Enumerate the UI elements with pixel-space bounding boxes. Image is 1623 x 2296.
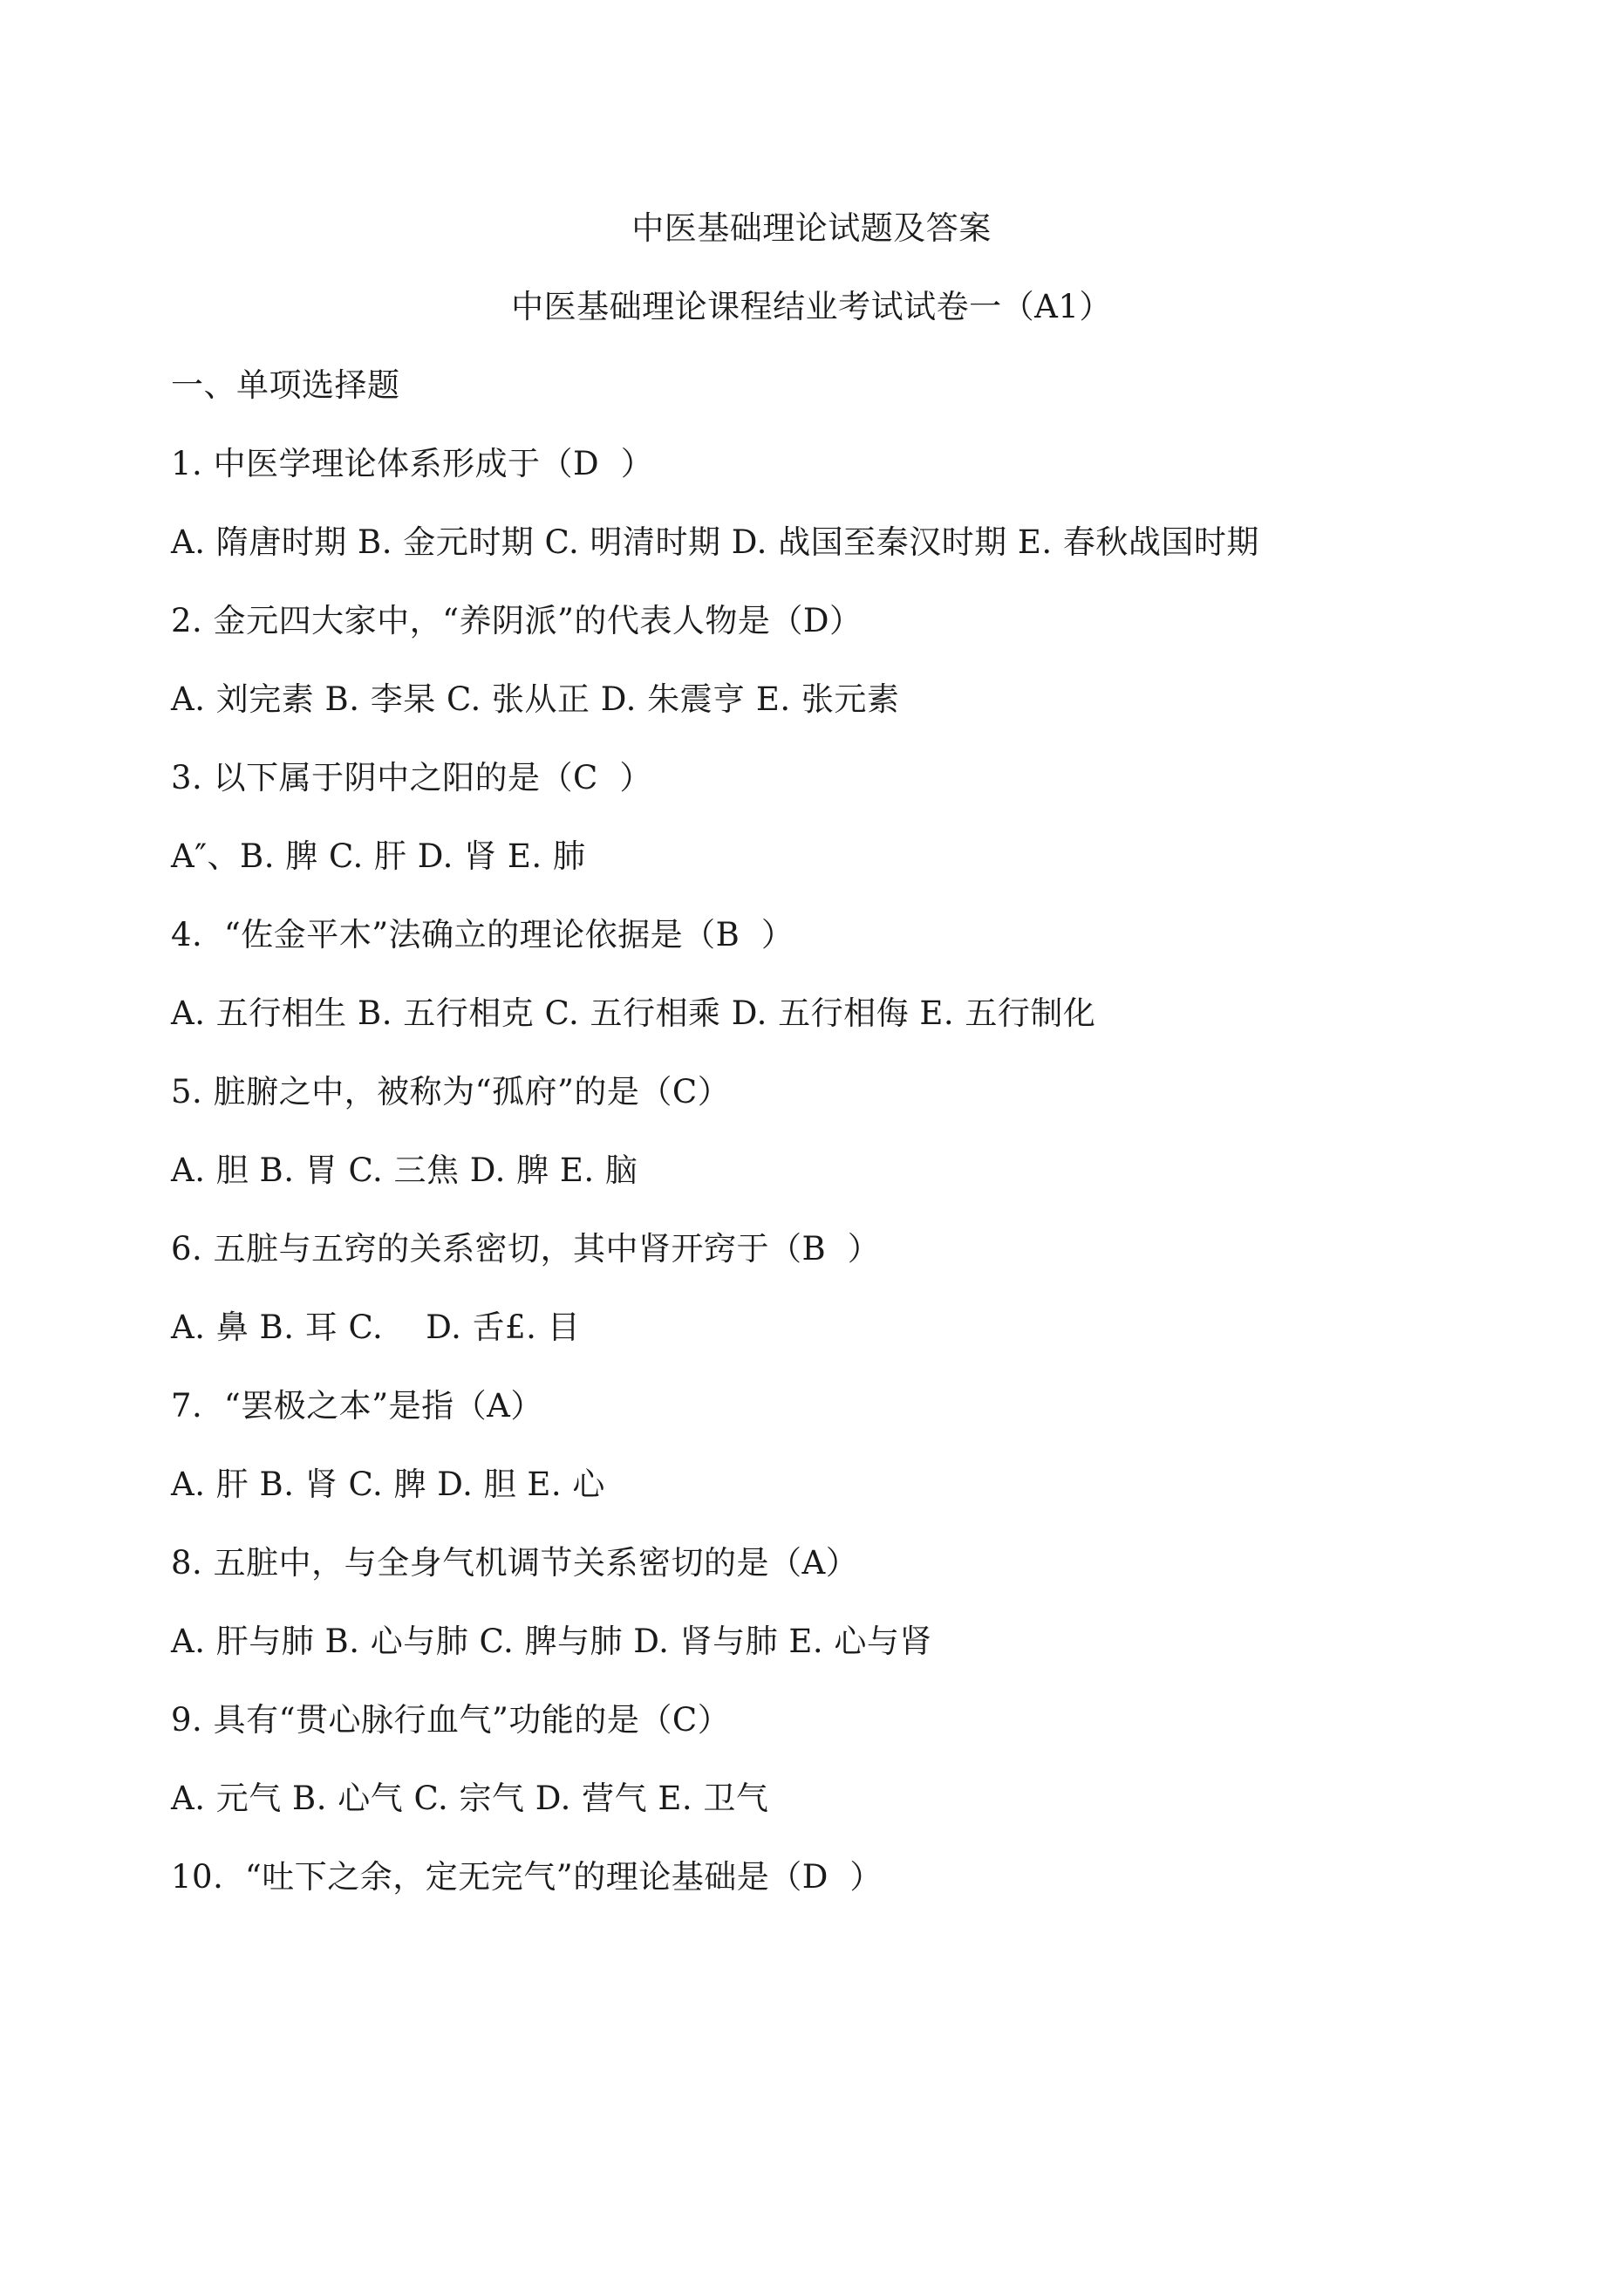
question-5: 5. 脏腑之中，被称为“孤府”的是（C）	[171, 1073, 731, 1110]
document-title: 中医基础理论试题及答案	[631, 209, 992, 247]
question-8-options: A. 肝与肺 B. 心与肺 C. 脾与肺 D. 肾与肺 E. 心与肾	[171, 1623, 932, 1660]
section-heading: 一、单项选择题	[171, 366, 400, 404]
question-7: 7. “罢极之本”是指（A）	[171, 1387, 543, 1425]
question-9-options: A. 元气 B. 心气 C. 宗气 D. 营气 E. 卫气	[171, 1780, 769, 1817]
question-1-options: A. 隋唐时期 B. 金元时期 C. 明清时期 D. 战国至秦汉时期 E. 春秋战国时期	[171, 523, 1259, 561]
question-2: 2. 金元四大家中，“养阴派”的代表人物是（D）	[171, 602, 863, 639]
question-1: 1. 中医学理论体系形成于（D ）	[171, 445, 654, 482]
question-10: 10. “吐下之余，定无完气”的理论基础是（D ）	[171, 1858, 883, 1896]
document-subtitle: 中医基础理论课程结业考试试卷一（A1）	[511, 288, 1112, 325]
question-3: 3. 以下属于阴中之阳的是（C ）	[171, 759, 652, 796]
question-6: 6. 五脏与五窍的关系密切，其中肾开窍于（B ）	[171, 1230, 881, 1268]
question-9: 9. 具有“贯心脉行血气”功能的是（C）	[171, 1701, 731, 1739]
question-8: 8. 五脏中，与全身气机调节关系密切的是（A）	[171, 1544, 859, 1582]
question-2-options: A. 刘完素 B. 李杲 C. 张从正 D. 朱震亨 E. 张元素	[171, 680, 900, 718]
question-5-options: A. 胆 B. 胃 C. 三焦 D. 脾 E. 脑	[171, 1151, 638, 1189]
question-4-options: A. 五行相生 B. 五行相克 C. 五行相乘 D. 五行相侮 E. 五行制化	[171, 994, 1096, 1032]
question-6-options: A. 鼻 B. 耳 C. D. 舌£. 目	[171, 1309, 581, 1346]
question-3-options: A″、B. 脾 C. 肝 D. 肾 E. 肺	[171, 837, 586, 875]
question-7-options: A. 肝 B. 肾 C. 脾 D. 胆 E. 心	[171, 1466, 605, 1503]
question-4: 4. “佐金平木”法确立的理论依据是（B ）	[171, 916, 794, 953]
